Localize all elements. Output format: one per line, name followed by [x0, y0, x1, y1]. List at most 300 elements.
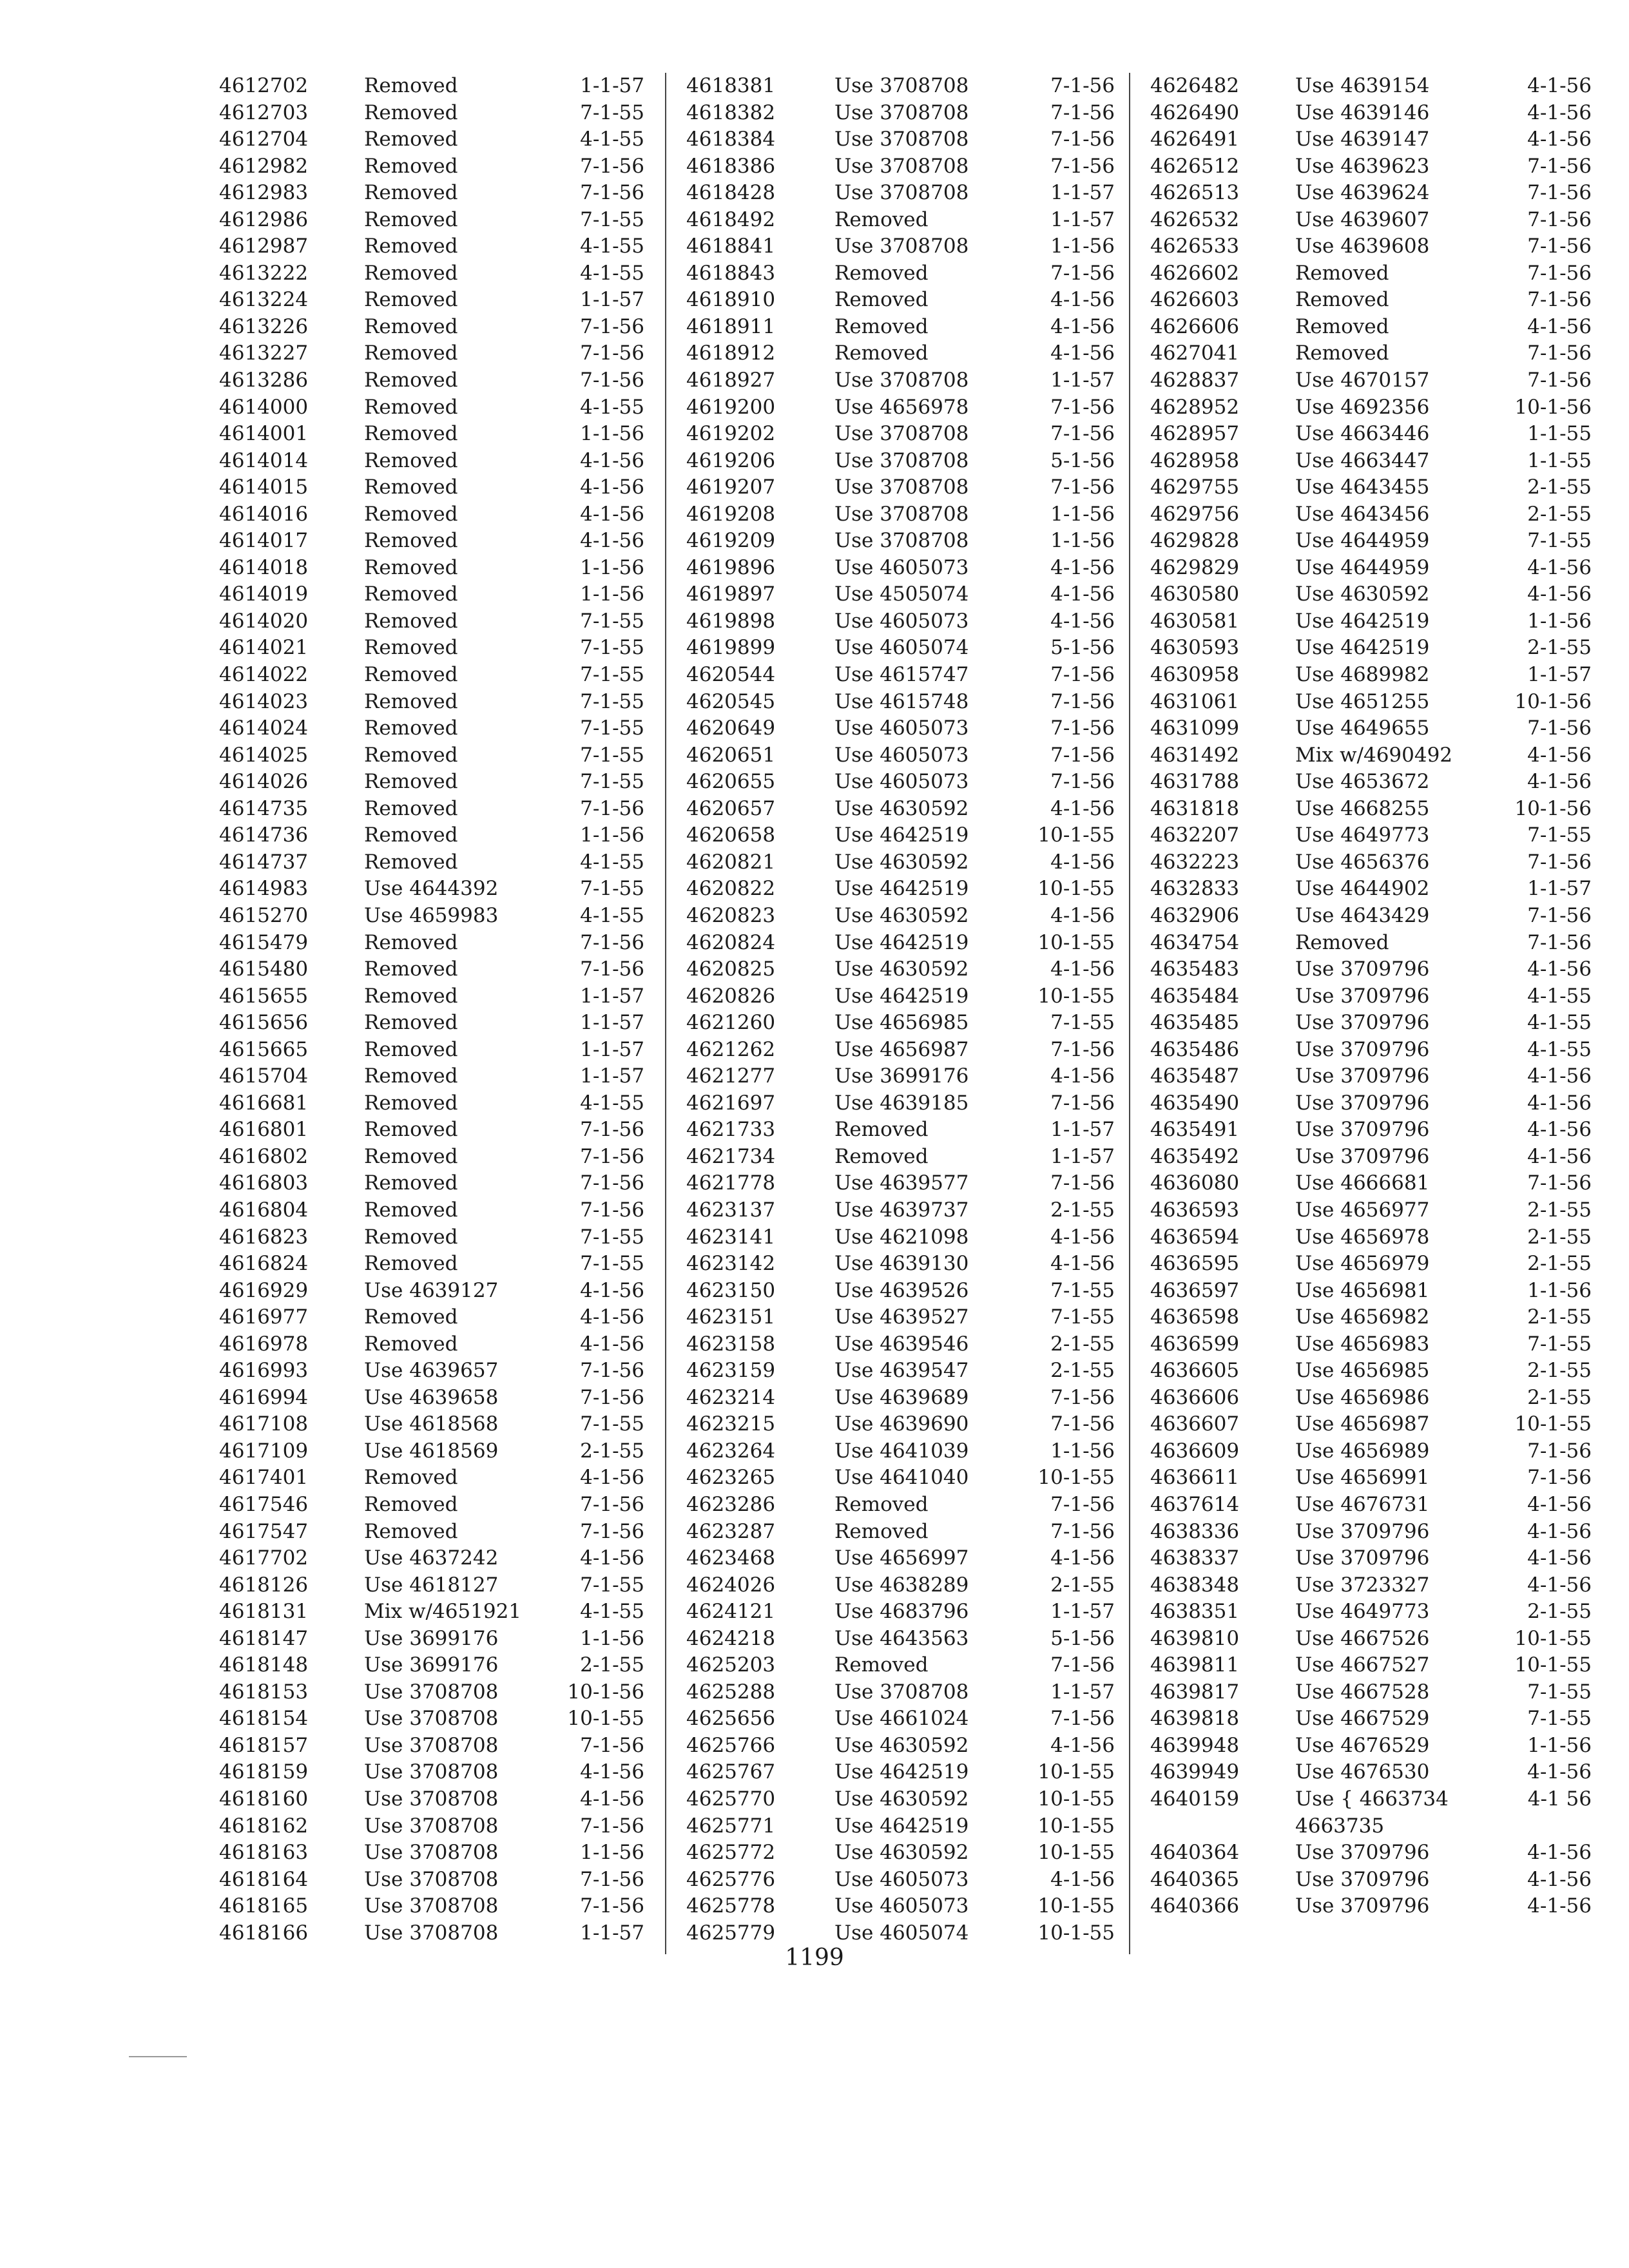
table-row	[219, 555, 644, 582]
effective-date: 1-1-57	[580, 1037, 644, 1061]
part-number: 4625766	[686, 1733, 776, 1757]
effective-date: 10-1-55	[1514, 1626, 1592, 1650]
effective-date: 7-1-56	[1527, 288, 1592, 312]
part-number: 4620657	[686, 796, 776, 820]
effective-date: 2-1-55	[1527, 636, 1592, 660]
effective-date: 2-1-55	[1050, 1573, 1115, 1597]
effective-date: 4-1-56	[580, 529, 644, 553]
disposition: Use 4605073	[834, 1894, 969, 1918]
part-number: 4632906	[1150, 903, 1240, 927]
part-number: 4613227	[219, 341, 309, 365]
table-row	[1150, 1893, 1592, 1920]
effective-date: 4-1-56	[1527, 1894, 1592, 1918]
table-row	[686, 1706, 1115, 1733]
table-row	[219, 1893, 644, 1920]
table-row	[686, 1519, 1115, 1546]
disposition: Use 4642519	[834, 1814, 969, 1838]
part-number: 4625779	[686, 1921, 776, 1945]
table-row	[1150, 126, 1592, 153]
part-number: 4620658	[686, 823, 776, 847]
disposition: Use 3708708	[834, 529, 969, 553]
table-row	[686, 1411, 1115, 1438]
part-number: 4625203	[686, 1653, 776, 1677]
table-row	[686, 260, 1115, 287]
part-number: 4620545	[686, 689, 776, 713]
part-number: 4639811	[1150, 1653, 1240, 1677]
table-row	[1150, 1063, 1592, 1090]
part-number: 4640159	[1150, 1787, 1240, 1811]
disposition: Use 4642519	[834, 823, 969, 847]
table-row	[219, 501, 644, 528]
effective-date: 4-1-56	[580, 1278, 644, 1302]
disposition: Use 4656985	[1295, 1359, 1430, 1383]
disposition: Use 4689982	[1295, 663, 1430, 687]
part-number: 4618910	[686, 288, 776, 312]
effective-date: 4-1-56	[1527, 1144, 1592, 1168]
disposition: Use 4639185	[834, 1091, 969, 1115]
effective-date: 7-1-56	[1050, 689, 1115, 713]
disposition: Use 4667527	[1295, 1653, 1430, 1677]
disposition: Use 4630592	[834, 1841, 969, 1865]
part-number: 4618428	[686, 181, 776, 205]
part-number: 4640366	[1150, 1894, 1240, 1918]
table-row	[686, 796, 1115, 823]
effective-date: 7-1-56	[580, 369, 644, 392]
disposition: Use 3708708	[364, 1733, 499, 1757]
table-row	[686, 1893, 1115, 1920]
part-number: 4636080	[1150, 1171, 1240, 1195]
table-row	[686, 715, 1115, 742]
effective-date: 4-1-56	[580, 448, 644, 472]
effective-date: 7-1-56	[1527, 1171, 1592, 1195]
table-row	[219, 1786, 644, 1813]
effective-date: 4-1-56	[1527, 1091, 1592, 1115]
part-number: 4614025	[219, 743, 309, 767]
part-number: 4625776	[686, 1867, 776, 1891]
effective-date: 10-1-55	[1037, 1787, 1115, 1811]
table-row	[219, 608, 644, 635]
table-row	[1150, 903, 1592, 930]
disposition: Removed	[1295, 341, 1389, 365]
disposition: Use 4649773	[1295, 1600, 1430, 1624]
effective-date: 7-1-55	[580, 101, 644, 124]
table-row	[686, 448, 1115, 475]
effective-date: 1-1-56	[1050, 1439, 1115, 1463]
disposition: Removed	[364, 823, 458, 847]
effective-date: 7-1-56	[1050, 1171, 1115, 1195]
table-row	[219, 1545, 644, 1572]
effective-date: 5-1-56	[1050, 636, 1115, 660]
table-row	[686, 1492, 1115, 1519]
part-number: 4640365	[1150, 1867, 1240, 1891]
effective-date: 4-1-56	[580, 476, 644, 499]
effective-date: 7-1-55	[580, 609, 644, 633]
disposition: Use 4644959	[1295, 529, 1430, 553]
part-number: 4620822	[686, 877, 776, 901]
effective-date: 7-1-55	[1050, 1011, 1115, 1035]
table-row	[219, 1492, 644, 1519]
disposition: Removed	[1295, 288, 1389, 312]
disposition: Use 4639130	[834, 1252, 969, 1276]
effective-date: 7-1-56	[580, 1171, 644, 1195]
part-number: 4635487	[1150, 1064, 1240, 1088]
part-number: 4619899	[686, 636, 776, 660]
disposition: Use 3708708	[834, 235, 969, 258]
part-number: 4639818	[1150, 1707, 1240, 1731]
part-number: 4618381	[686, 74, 776, 97]
table-row	[1150, 233, 1592, 260]
table-row	[1150, 153, 1592, 180]
part-number: 4625778	[686, 1894, 776, 1918]
disposition: Use 4653672	[1295, 770, 1430, 794]
part-number: 4635492	[1150, 1144, 1240, 1168]
part-number: 4612987	[219, 235, 309, 258]
effective-date: 4-1-56	[1527, 1573, 1592, 1597]
table-row	[686, 1385, 1115, 1412]
part-number: 4618148	[219, 1653, 309, 1677]
table-row	[686, 207, 1115, 234]
part-number: 4616977	[219, 1305, 309, 1329]
part-number: 4619208	[686, 502, 776, 526]
effective-date: 7-1-56	[1050, 1091, 1115, 1115]
effective-date: 7-1-56	[1050, 395, 1115, 419]
effective-date: 1-1-56	[580, 555, 644, 579]
parts-table	[219, 73, 1592, 1954]
effective-date: 7-1-56	[1050, 1707, 1115, 1731]
effective-date: 7-1-55	[1527, 1707, 1592, 1731]
effective-date: 4-1-56	[1050, 957, 1115, 981]
effective-date: 4-1-56	[1050, 1867, 1115, 1891]
table-row	[219, 715, 644, 742]
table-row	[219, 448, 644, 475]
part-number: 4630958	[1150, 663, 1240, 687]
table-row	[686, 689, 1115, 716]
effective-date: 7-1-56	[580, 957, 644, 981]
part-number: 4621734	[686, 1144, 776, 1168]
table-row	[686, 1786, 1115, 1813]
table-row	[219, 367, 644, 394]
table-row	[1150, 1492, 1592, 1519]
effective-date: 4-1-56	[1050, 1225, 1115, 1249]
effective-date: 1-1-57	[580, 1921, 644, 1945]
effective-date: 7-1-56	[1527, 235, 1592, 258]
part-number: 4615655	[219, 984, 309, 1008]
disposition: Use 4643563	[834, 1626, 969, 1650]
part-number: 4616681	[219, 1091, 309, 1115]
scan-mark	[129, 2056, 187, 2057]
effective-date: 7-1-56	[1527, 261, 1592, 285]
effective-date: 7-1-55	[580, 770, 644, 794]
disposition: Removed	[364, 1332, 458, 1356]
table-row	[219, 635, 644, 662]
disposition: Use 4656978	[1295, 1225, 1430, 1249]
disposition: Removed	[364, 154, 458, 178]
disposition: Mix w/4690492	[1295, 743, 1453, 767]
disposition: Use 3709796	[1295, 1519, 1430, 1543]
table-row	[219, 930, 644, 957]
table-row	[686, 1733, 1115, 1760]
part-number: 4619896	[686, 555, 776, 579]
effective-date: 4-1-56	[1527, 1841, 1592, 1865]
effective-date: 7-1-56	[580, 1519, 644, 1543]
effective-date: 1-1-56	[1527, 1278, 1592, 1302]
table-row	[219, 1144, 644, 1171]
table-row	[686, 1278, 1115, 1305]
part-number: 4618927	[686, 369, 776, 392]
part-number: 4620823	[686, 903, 776, 927]
table-row	[686, 662, 1115, 689]
part-number: 4625656	[686, 1707, 776, 1731]
part-number: 4613286	[219, 369, 309, 392]
part-number: 4614736	[219, 823, 309, 847]
part-number: 4615656	[219, 1011, 309, 1035]
table-row	[1150, 260, 1592, 287]
effective-date: 4-1-56	[1050, 903, 1115, 927]
part-number: 4624218	[686, 1626, 776, 1650]
part-number: 4616993	[219, 1359, 309, 1383]
effective-date: 7-1-56	[1050, 261, 1115, 285]
effective-date: 4-1-56	[580, 1305, 644, 1329]
table-row	[1150, 1626, 1592, 1653]
part-number: 4625772	[686, 1841, 776, 1865]
disposition: Removed	[1295, 261, 1389, 285]
effective-date: 4-1-56	[1527, 314, 1592, 338]
part-number: 4618384	[686, 128, 776, 151]
effective-date: 4-1-56	[1527, 101, 1592, 124]
column-3	[1150, 73, 1592, 1954]
disposition: Use 4639608	[1295, 235, 1430, 258]
part-number: 4628837	[1150, 369, 1240, 392]
disposition: Removed	[364, 341, 458, 365]
table-row	[686, 635, 1115, 662]
effective-date: 7-1-55	[580, 207, 644, 231]
effective-date: 4-1-56	[1527, 770, 1592, 794]
disposition: Use 3723327	[1295, 1573, 1430, 1597]
table-row	[686, 581, 1115, 608]
disposition: Removed	[364, 314, 458, 338]
effective-date: 2-1-55	[580, 1653, 644, 1677]
part-number: 4620651	[686, 743, 776, 767]
part-number: 4626533	[1150, 235, 1240, 258]
part-number: 4619209	[686, 529, 776, 553]
effective-date: 1-1-57	[580, 1011, 644, 1035]
part-number: 4639810	[1150, 1626, 1240, 1650]
effective-date: 7-1-56	[580, 314, 644, 338]
part-number: 4617702	[219, 1546, 309, 1570]
disposition: Use 4639737	[834, 1198, 969, 1222]
effective-date: 10-1-55	[1037, 1841, 1115, 1865]
table-row	[219, 73, 644, 100]
disposition: Use 4615748	[834, 689, 969, 713]
part-number: 4623142	[686, 1252, 776, 1276]
table-row	[686, 1117, 1115, 1144]
part-number: 4616802	[219, 1144, 309, 1168]
part-number: 4614020	[219, 609, 309, 633]
part-number: 4623287	[686, 1519, 776, 1543]
effective-date: 1-1-56	[580, 422, 644, 446]
effective-date: 1-1-57	[1527, 877, 1592, 901]
disposition: Removed	[364, 1091, 458, 1115]
part-number: 4620649	[686, 716, 776, 740]
table-row	[219, 421, 644, 448]
effective-date: 7-1-56	[1050, 476, 1115, 499]
disposition: Removed	[364, 796, 458, 820]
part-number: 4613226	[219, 314, 309, 338]
effective-date: 7-1-56	[580, 1733, 644, 1757]
disposition: Use 4643429	[1295, 903, 1430, 927]
part-number: 4618163	[219, 1841, 309, 1865]
disposition: Use 4637242	[364, 1546, 499, 1570]
effective-date: 1-1-56	[1050, 529, 1115, 553]
table-row	[219, 1197, 644, 1224]
part-number: 4614018	[219, 555, 309, 579]
table-row	[219, 876, 644, 903]
effective-date: 1-1-57	[1050, 207, 1115, 231]
column-divider-2	[1129, 73, 1130, 1954]
disposition: Use 3699176	[364, 1653, 499, 1677]
disposition: Removed	[834, 1144, 929, 1168]
table-row	[1150, 421, 1592, 448]
page-number: 1199	[785, 1945, 844, 1971]
part-number: 4632207	[1150, 823, 1240, 847]
table-row	[1150, 983, 1592, 1010]
disposition: Removed	[364, 395, 458, 419]
table-row	[686, 876, 1115, 903]
table-row	[219, 849, 644, 876]
part-number: 4618126	[219, 1573, 309, 1597]
part-number: 4632223	[1150, 850, 1240, 874]
effective-date: 7-1-56	[1050, 422, 1115, 446]
effective-date: 7-1-56	[1050, 128, 1115, 151]
effective-date: 4-1-56	[1050, 582, 1115, 606]
effective-date: 2-1-55	[1527, 1225, 1592, 1249]
disposition: Mix w/4651921	[364, 1600, 522, 1624]
table-row	[686, 1358, 1115, 1385]
part-number: 4616929	[219, 1278, 309, 1302]
part-number: 4616994	[219, 1385, 309, 1409]
disposition: Use 3708708	[834, 101, 969, 124]
disposition: Use 3708708	[834, 502, 969, 526]
table-row	[686, 1197, 1115, 1224]
effective-date: 7-1-56	[1527, 181, 1592, 205]
part-number: 4631099	[1150, 716, 1240, 740]
disposition: Use 3708708	[364, 1921, 499, 1945]
effective-date: 7-1-55	[580, 1412, 644, 1436]
part-number: 4615665	[219, 1037, 309, 1061]
table-row	[219, 742, 644, 769]
effective-date: 1-1-56	[1527, 1733, 1592, 1757]
disposition: Removed	[364, 74, 458, 97]
part-number: 4631818	[1150, 796, 1240, 820]
disposition: Use 3708708	[364, 1841, 499, 1865]
effective-date: 7-1-55	[580, 689, 644, 713]
part-number: 4618841	[686, 235, 776, 258]
effective-date: 7-1-56	[1050, 770, 1115, 794]
column-2	[686, 73, 1115, 1954]
part-number: 4636594	[1150, 1225, 1240, 1249]
table-row	[1150, 287, 1592, 314]
table-row	[219, 1063, 644, 1090]
table-row	[219, 1037, 644, 1064]
disposition: Removed	[364, 1011, 458, 1035]
part-number: 4618386	[686, 154, 776, 178]
effective-date: 7-1-56	[1527, 930, 1592, 954]
part-number: 4619207	[686, 476, 776, 499]
effective-date: 5-1-56	[1050, 448, 1115, 472]
table-row	[219, 1278, 644, 1305]
effective-date: 7-1-56	[1050, 1385, 1115, 1409]
part-number: 4614735	[219, 796, 309, 820]
effective-date: 1-1-55	[1527, 448, 1592, 472]
part-number: 4628957	[1150, 422, 1240, 446]
disposition: Use 4639577	[834, 1171, 969, 1195]
effective-date: 7-1-55	[1050, 1305, 1115, 1329]
disposition: Removed	[364, 716, 458, 740]
part-number: 4627041	[1150, 341, 1240, 365]
effective-date: 4-1-56	[1527, 1867, 1592, 1891]
part-number: 4616803	[219, 1171, 309, 1195]
table-row	[219, 287, 644, 314]
disposition: Use 4663447	[1295, 448, 1430, 472]
disposition: Use 4656987	[1295, 1412, 1430, 1436]
table-row	[219, 903, 644, 930]
table-row	[1150, 1358, 1592, 1385]
table-row	[219, 1652, 644, 1679]
part-number: 4640364	[1150, 1841, 1240, 1865]
part-number: 4616801	[219, 1118, 309, 1142]
disposition: Use 3709796	[1295, 1011, 1430, 1035]
table-row	[686, 1170, 1115, 1197]
effective-date: 1-1-57	[1050, 369, 1115, 392]
table-row	[219, 956, 644, 983]
disposition: Use 4656978	[834, 395, 969, 419]
part-number: 4618164	[219, 1867, 309, 1891]
part-number: 4619897	[686, 582, 776, 606]
effective-date: 7-1-55	[580, 716, 644, 740]
table-row	[686, 903, 1115, 930]
table-row	[1150, 1733, 1592, 1760]
effective-date: 4-1-56	[1050, 314, 1115, 338]
part-number: 4626606	[1150, 314, 1240, 338]
table-row	[219, 1572, 644, 1599]
effective-date: 4-1-56	[1527, 74, 1592, 97]
disposition: Use 4630592	[834, 1787, 969, 1811]
effective-date: 4-1-55	[580, 903, 644, 927]
table-row	[686, 314, 1115, 341]
table-row	[686, 742, 1115, 769]
disposition: Removed	[364, 1492, 458, 1516]
part-number: 4623159	[686, 1359, 776, 1383]
disposition: Use 4605074	[834, 636, 969, 660]
table-row	[1150, 501, 1592, 528]
table-row	[219, 1331, 644, 1358]
table-row	[1150, 474, 1592, 501]
disposition: Use 4661024	[834, 1707, 969, 1731]
disposition: Removed	[364, 1198, 458, 1222]
disposition: Removed	[364, 422, 458, 446]
part-number: 4635485	[1150, 1011, 1240, 1035]
table-row	[1150, 367, 1592, 394]
table-row	[686, 73, 1115, 100]
effective-date: 4-1-56	[580, 1332, 644, 1356]
table-row	[686, 1545, 1115, 1572]
table-row	[219, 689, 644, 716]
part-number: 4626532	[1150, 207, 1240, 231]
table-row	[686, 1063, 1115, 1090]
effective-date: 10-1-56	[1514, 796, 1592, 820]
table-row	[1150, 340, 1592, 367]
disposition: Use 3708708	[364, 1894, 499, 1918]
